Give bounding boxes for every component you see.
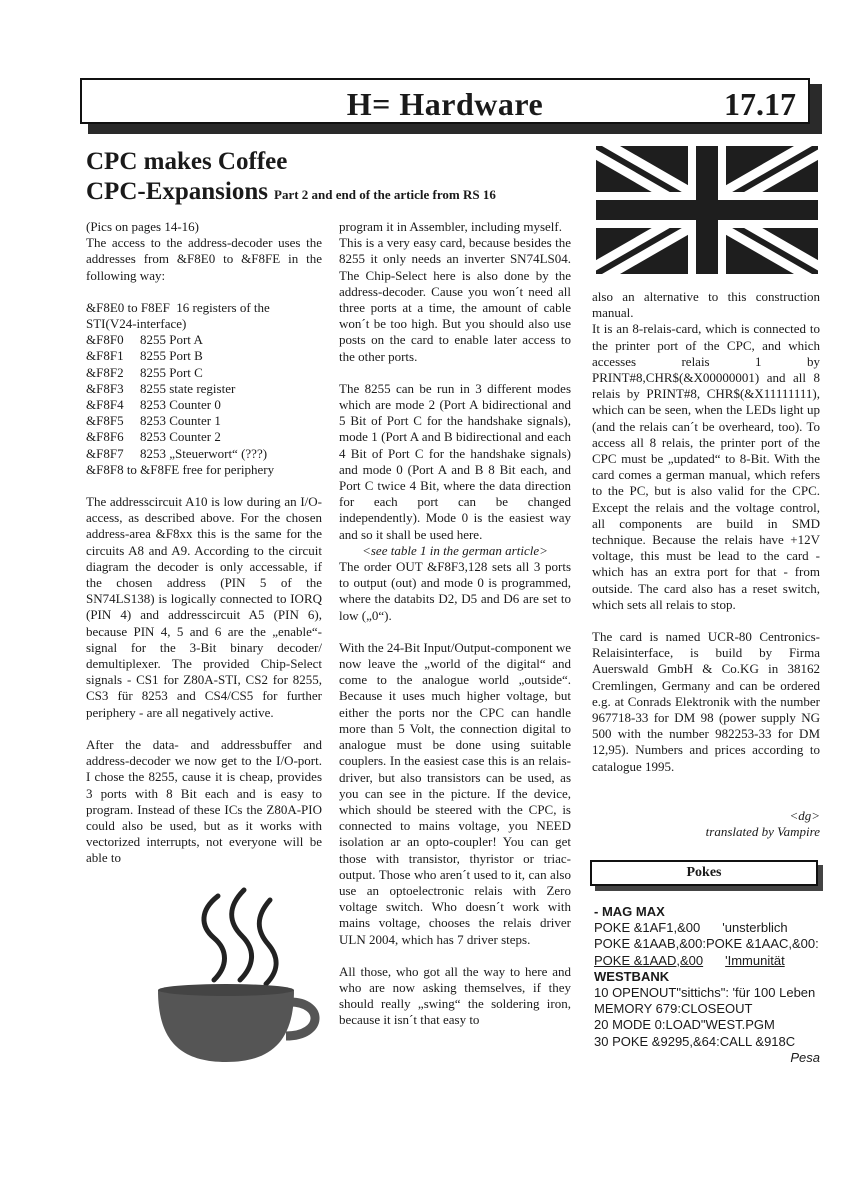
page-header bbox=[80, 78, 810, 124]
register-row: &F8F2 8255 Port C bbox=[86, 364, 203, 380]
column-2 bbox=[339, 219, 571, 1029]
paragraph-analogue: With the 24-Bit Input/Output-component we now leave the „world of the digital“ and come to the analogue world „outside“. Because it uses much higher voltage, but either the ports nor the CPC can handle more than 5 Volt, the connection digital to analogue must be done using suitable couplers. In the easiest case this is an relais-driver, but also transistors can be used, as you can see in the picture. If the device, which should be steered with the CPC, is connected to mains voltage, you NEED isolation ar an opto-coupler! You can get those with transistor, thyristor or triac-output. Those who aren´t used to it, can also use an optoelectronic relais with Zero voltage switch. Who doesn´t work with mains voltage, chooses the relais driver ULN 2004, which has 7 driver steps. bbox=[339, 639, 571, 947]
register-row: &F8F8 to &F8FE free for periphery bbox=[86, 461, 275, 477]
paragraph-io-port: After the data- and addressbuffer and address-decoder we now get to the I/O-port. I chose the 8255, cause it is cheap, provides 3 ports with 8 Bit each and is easy to program. Instead of these ICs the Z80A-PIO could also be used, but as it works with vectorized interrupts, not everyone will be able to bbox=[86, 736, 322, 866]
paragraph-alternative: also an alternative to this construction manual. bbox=[592, 289, 820, 321]
game-title-magmax: - MAG MAX bbox=[594, 904, 665, 919]
poke-line: MEMORY 679:CLOSEOUT bbox=[594, 1001, 753, 1017]
poke-line: POKE &1AAD,&00 'Immunität bbox=[594, 952, 785, 968]
poke-line: 20 MODE 0:LOAD"WEST.PGM bbox=[594, 1017, 775, 1033]
paragraph-out-order: The order OUT &F8F3,128 sets all 3 ports to output (out) and mode 0 is programmed, where the databits D2, D5 and D6 are set to low („0“). bbox=[339, 559, 571, 623]
register-row: &F8F6 8253 Counter 2 bbox=[86, 429, 221, 445]
article-title: CPC makes Coffee bbox=[86, 148, 288, 175]
article-subtitle bbox=[86, 178, 496, 206]
subtitle-main: CPC-Expansions bbox=[86, 178, 268, 205]
intro-paragraph: The access to the address-decoder uses the addresses from &F8E0 to &F8FE in the following way: bbox=[86, 235, 322, 283]
paragraph-addresscircuit: The addresscircuit A10 is low during an I/O-access, as described above. For the chosen address-area &F8xx this is the same for the circuits A8 and A9. According to the circuit diagram the decoder is only accessable, if the chosen address (PIN 5 of the SN74LS138) is logically connected to IORQ (PIN 4) and addresscircuit A5 (PIN 6), because PIN 4, 5 and 6 are the „enable“-signal for the 3-Bit binary decoder/ demultiplexer. The provided Chip-Select signals - CS1 for Z80A-STI, CS2 for 8255, CS3 für 8253 and CS4/CS5 for further periphery - are all negatively active. bbox=[86, 494, 322, 720]
paragraph-soldering: All those, who got all the way to here and who are now asking themselves, if they should really „swing“ the soldering iron, because it isn´t that easy to bbox=[339, 963, 571, 1028]
paragraph-ucr80: The card is named UCR-80 Centronics-Relaisinterface, is build by Firma Auerswald GmbH & Co.KG in 38162 Cremlingen, Germany and can be ordered e.g. at Conrads Elektronik with the number 967718-33 for DM 98 (power supply NG 500 with the number 982253-33 for DM 12,95). Numbers and prices according to catalogue 1995. bbox=[592, 629, 820, 774]
table-reference: <see table 1 in the german article> bbox=[362, 542, 548, 558]
article-credit bbox=[592, 808, 820, 840]
game-title-westbank: WESTBANK bbox=[594, 968, 670, 984]
paragraph-assembler: program it in Assembler, including myself. bbox=[339, 219, 562, 234]
register-row: &F8E0 to F8EF 16 registers of the STI(V24-interface) bbox=[86, 299, 270, 332]
poke-line: POKE &1AAB,&00:POKE &1AAC,&00: bbox=[594, 936, 819, 952]
paragraph-modes: The 8255 can be run in 3 different modes which are mode 2 (Port A bidirectional and 5 Bit of Port C for the handshake signals), mode 1 (Port A and B bidirectional and each 4 Bit of Port C for the handshake signals) and mode 0 (Port A and B 8 Bit each, and Port C twice 4 Bit, where the data direction for each port can be changed independently). Mode 0 is the easiest way and so it shall be used here. bbox=[339, 380, 571, 542]
column-3 bbox=[592, 289, 820, 775]
pokes-list bbox=[594, 904, 820, 1066]
coffee-cup-image bbox=[148, 886, 328, 1074]
register-row: &F8F4 8253 Counter 0 bbox=[86, 397, 221, 413]
register-row: &F8F7 8253 „Steuerwort“ (???) bbox=[86, 445, 268, 461]
register-row: &F8F0 8255 Port A bbox=[86, 332, 203, 348]
section-title: H= Hardware bbox=[346, 86, 544, 122]
register-list bbox=[86, 300, 322, 478]
poke-line: POKE &1AF1,&00 'unsterblich bbox=[594, 920, 788, 936]
column-1 bbox=[86, 219, 322, 867]
poke-line: 30 POKE &9295,&64:CALL &918C bbox=[594, 1033, 796, 1049]
pokes-author: Pesa bbox=[790, 1049, 820, 1065]
paragraph-relais-card: It is an 8-relais-card, which is connected to the printer port of the CPC, and which accesses relais 1 by PRINT#8,CHR$(&X00000001) and all 8 relais by PRINT#8, CHR$(&X11111111), which can be seen, when the LEDs light up (and the relais can´t be overheard, too). To access all 8 relais, the printer port of the CPC must be „updated“ to 8-Bit. With the card comes a german manual, which refers to the PC, but is also valid for the CPC. Except the relais and the voltage control, all components are build in SMD technique. Because the relais have +12V voltage, this must be lead to the card - which has an extra port for that - from outside. The card also has a reset switch, which sets all relais to stop. bbox=[592, 321, 820, 612]
register-row: &F8F3 8255 state register bbox=[86, 380, 236, 396]
page-number: 17.17 bbox=[724, 86, 796, 122]
subtitle-note: Part 2 and end of the article from RS 16 bbox=[274, 187, 496, 202]
poke-line: 10 OPENOUT"sittichs": 'für 100 Leben bbox=[594, 985, 816, 1001]
paragraph-easy-card: This is a very easy card, because besides the 8255 it only needs an inverter SN74LS04. The Chip-Select here is also done by the address-decoder. Cause you won´t need all three ports at a time, the amount of cable won´t be too high. But you should also use posts on the card to enable later access to the other ports. bbox=[339, 235, 571, 364]
register-row: &F8F1 8255 Port B bbox=[86, 348, 203, 364]
author-signature: <dg> bbox=[789, 808, 820, 823]
pics-note: (Pics on pages 14-16) bbox=[86, 219, 200, 234]
register-row: &F8F5 8253 Counter 1 bbox=[86, 413, 221, 429]
union-jack-flag-image bbox=[596, 146, 818, 274]
pokes-title: Pokes bbox=[686, 865, 722, 880]
translator-credit: translated by Vampire bbox=[705, 824, 820, 839]
pokes-header bbox=[590, 860, 818, 886]
